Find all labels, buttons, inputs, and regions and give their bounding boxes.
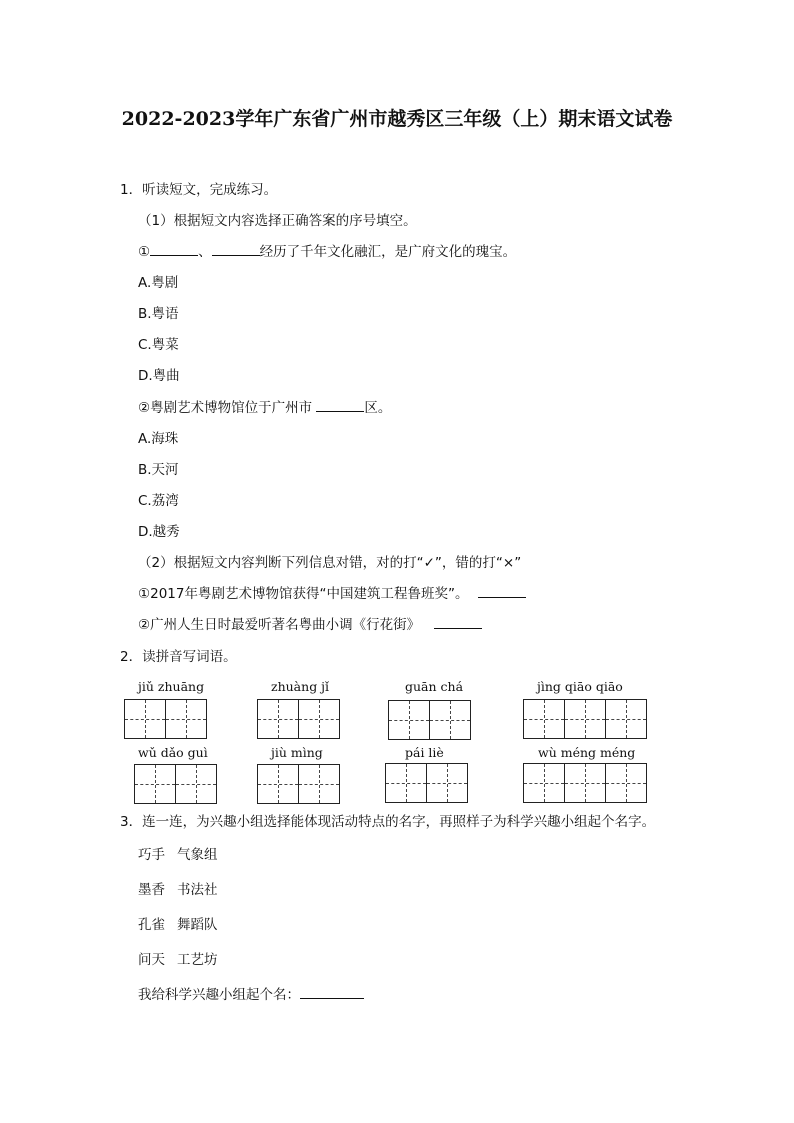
grid-cell[interactable] [523,763,565,803]
naming-row [138,983,364,1003]
grid-cell[interactable] [175,764,217,804]
pinyin-label: wù méng méng [538,745,636,760]
naming-prompt: 我给科学兴趣小组起个名： [138,987,300,1003]
grid-cell[interactable] [124,699,166,739]
grid-cell[interactable] [388,700,430,740]
writing-grid[interactable] [134,764,217,804]
option: A.粤剧 [138,275,179,291]
grid-cell[interactable] [298,699,340,739]
sub-2-suffix: 区。 [364,400,392,416]
pinyin-label: jiǔ zhuāng [138,679,205,694]
grid-cell[interactable] [165,699,207,739]
grid-cell[interactable] [605,699,647,739]
writing-grid[interactable] [124,699,207,739]
option: B.粤语 [138,306,179,322]
pinyin-label: jiù mìng [271,745,323,760]
question-1-part-2: （2）根据短文内容判断下列信息对错，对的打“✓”，错的打“×” [138,555,522,571]
grid-cell[interactable] [298,764,340,804]
option: C.粤菜 [138,337,179,353]
grid-cell[interactable] [257,699,299,739]
pair-row [138,913,218,933]
pinyin-label: guān chá [405,679,464,694]
question-2-stem: 2．读拼音写词语。 [120,649,237,665]
judge-item-1 [138,582,526,602]
answer-blank[interactable] [212,241,260,256]
writing-grid[interactable] [257,699,340,739]
answer-blank[interactable] [316,397,364,412]
grid-cell[interactable] [564,763,606,803]
option: B.天河 [138,462,179,478]
pair-left: 巧手 [138,847,165,863]
grid-cell[interactable] [257,764,299,804]
pinyin-label: wǔ dǎo guì [138,745,208,760]
pair-left: 孔雀 [138,917,165,933]
answer-blank[interactable] [300,984,364,999]
pair-right: 工艺坊 [177,952,218,968]
pair-row [138,948,218,968]
grid-cell[interactable] [523,699,565,739]
pair-right: 气象组 [177,847,218,863]
sub-1-prefix: ① [138,244,151,260]
sub-1-separator: 、 [198,244,212,260]
pair-right: 舞蹈队 [177,917,218,933]
grid-cell[interactable] [385,763,427,803]
option: D.粤曲 [138,368,180,384]
sub-1-suffix: 经历了千年文化融汇，是广府文化的瑰宝。 [259,244,517,260]
pair-left: 墨香 [138,882,165,898]
grid-cell[interactable] [426,763,468,803]
option: A.海珠 [138,431,179,447]
answer-blank[interactable] [150,241,198,256]
pinyin-label: zhuàng jǐ [271,679,330,694]
judge-item-2 [138,613,482,633]
writing-grid[interactable] [523,763,647,803]
pair-row [138,843,218,863]
pair-right: 书法社 [177,882,218,898]
writing-grid[interactable] [388,700,471,740]
pinyin-label: pái liè [405,745,444,760]
judge-2-text: ②广州人生日时最爱听著名粤曲小调《行花街》 [138,617,421,633]
grid-cell[interactable] [134,764,176,804]
question-3-stem: 3．连一连，为兴趣小组选择能体现活动特点的名字，再照样子为科学兴趣小组起个名字。 [120,814,656,830]
pair-row [138,878,218,898]
grid-cell[interactable] [429,700,471,740]
sub-2-prefix: ②粤剧艺术博物馆位于广州市 [138,400,317,416]
pinyin-label: jìng qiāo qiāo [537,679,623,694]
question-1-part-1: （1）根据短文内容选择正确答案的序号填空。 [138,213,417,229]
grid-cell[interactable] [605,763,647,803]
option: C.荔湾 [138,493,179,509]
writing-grid[interactable] [523,699,647,739]
page-title: 2022-2023学年广东省广州市越秀区三年级（上）期末语文试卷 [121,108,673,130]
answer-blank[interactable] [478,583,526,598]
judge-1-text: ①2017年粤剧艺术博物馆获得“中国建筑工程鲁班奖”。 [138,586,469,602]
grid-cell[interactable] [564,699,606,739]
question-1-sub-2 [138,396,391,416]
pair-left: 问天 [138,952,165,968]
writing-grid[interactable] [385,763,468,803]
question-1-sub-1 [138,240,516,260]
answer-blank[interactable] [434,614,482,629]
writing-grid[interactable] [257,764,340,804]
option: D.越秀 [138,524,180,540]
question-1-stem: 1．听读短文，完成练习。 [120,182,278,198]
